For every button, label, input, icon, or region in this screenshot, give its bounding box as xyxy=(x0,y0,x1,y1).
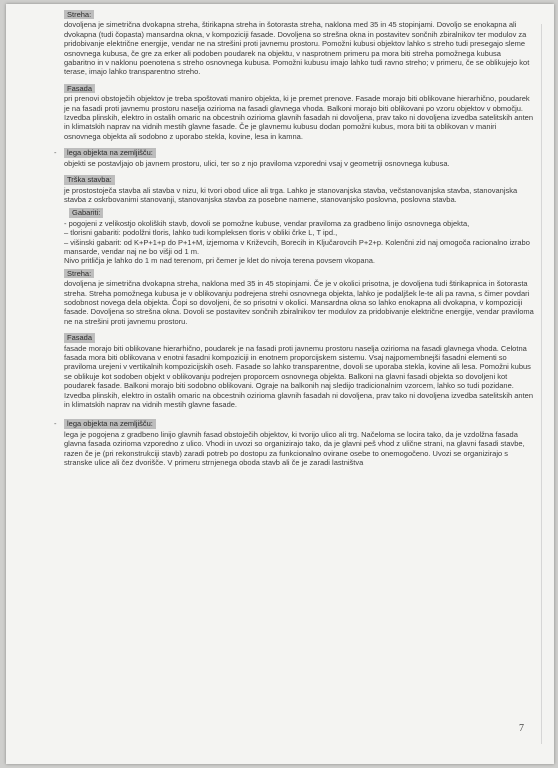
page-number: 7 xyxy=(519,723,524,734)
section-text: dovoljena je simetrična dvokapna streha, naklona med 35 in 45 stopinjami. Če je v okolici prisotna, je dovoljena tudi štirikapnica in šotorasta streha. Streha pomožnega kubusa je v oblikovanju podrejena strehi osnovnega objekta, lahko je podaljšek le-te ali pa ravna, s čimer povdari sodobnost novega dela objekta. Čopi so dovoljeni, če so prisotni v okolici. Mansardna okna so lahko enokapna ali dvokapna, v kompoziciji fasade. Dovoljena so strešna okna. Dovoli se postavitev sončnih zbiralnikov ter modulov za pridobivanje električne energije, vendar praviloma ne na strešini proti javnemu prostoru. xyxy=(64,279,534,326)
section-gabariti xyxy=(64,208,534,265)
gabariti-line: - pogojeni z velikostjo okoliških stavb, dovoli se pomožne kubuse, vendar praviloma za gradbeno linijo osnovnega objekta, xyxy=(64,218,470,228)
gabariti-line: Nivo pritličja je lahko do 1 m nad terenom, pri čemer je klet do nivoja terena povsem vkopana. xyxy=(64,256,375,266)
section-text: fasade morajo biti oblikovane hierarhično, poudarek je na fasadi proti javnemu prostoru naselja ozirioma na fasadi glavnega vhoda. Celotna fasada mora biti oblikovana v enotni fasadni kompoziciji in enotnem proporcijskem sistemu. Vsaj najpomembnejši fasadni elementi so praviloma urejeni v vertikalnih kompozicijskih oseh. Fasade so lahko transparentne, dovoli se uporaba stekla, kovine ali lesa. Pomožni kubus se oblikuje kot sodoben objekt v oblikovanju podrejen proporcem osnovnega objekta. Balkoni na glavni fasadi objekta so dovoljeni kot poudarek fasade. Balkoni morajo biti sodobno oblikovani. Ograje na balkonih naj sledijo tradicionalnim vzorcem, lahko so tudi pozidane. Izvedba plinskih, elektro in ostalih omaric na obcestnih ozirioma glavnih fasadah ni dovoljena, prav tako ni dovoljena izvedba satelitskih anten in klimatskih naprav na vidnih mestih glavne fasade. xyxy=(64,343,534,410)
section-trska-stavba xyxy=(64,175,534,204)
section-lega-2 xyxy=(64,419,534,467)
section-text: dovoljena je simetrična dvokapna streha, štirikapna streha in šotorasta streha, naklona med 35 in 45 stopinjami. Dovoljo se enokapna ali dvokapna (tudi čopasta) mansardna okna, v kompoziciji fasade. Dovoljena so strešna okna in postavitev sončnih zbiralnikov ter modulov za pridobivanje električne energije, vendar ne na strešini proti javnemu prostoru. Pomožni kubusi objektov lahko s streho tudi presegajo sleme osnovnega kubusa, če gre za erker ali podoben poudarek na objektu, v nasprotnem primeru pa mora biti streha pomožnega kubusa gabaritno in v naklonu poenotena s streho osnovnega kubusa. Pomožni kubusu imajo lahko tudi ravno streho; v primeru, če se oblikujejo kot terase, imajo lahko transparentno streho. xyxy=(64,20,530,77)
section-text: objekti se postavljajo ob javnem prostoru, ulici, ter so z njo praviloma vzporedni vsaj v geometriji osnovnega kubusa. xyxy=(64,158,450,168)
section-heading: - lega objekta na zemljišču: xyxy=(64,148,156,157)
page-body xyxy=(64,10,534,474)
section-text: je prostostoječa stavba ali stavba v nizu, ki tvori obod ulice ali trga. Lahko je stanovanjska stavba, večstanovanjska stavba, stanovanjska stavba z oskrbovanimi stanovanji, stanovanjska stavba za posebne namene, stanovanjsko poslovna, poslovna stavba. xyxy=(64,185,518,204)
margin-line xyxy=(541,24,542,744)
section-streha-1 xyxy=(64,10,534,77)
section-text: lega je pogojena z gradbeno linijo glavnih fasad obstoječih objektov, ki tvorijo ulico ali trg. Načeloma se locira tako, da je vzdolžna fasada glavna fasada ozirioma vzporedno z ulico. Vhodi in uvozi so organizirajo tako, da je glavni peš vhod z ulične strani, na glavni fasadi stavbe, razen če je (pri rekonstrukciji stavb) zaradi potreb po dostopu za funkcionalno ovirane osebe to onemogočeno. Uvozi se organizirajo s stranske ulice ali čez dvorišče. V primeru strnjenega oboda stavb ali če je zaradi lastništva xyxy=(64,429,525,468)
section-lega-1 xyxy=(64,148,534,168)
gabariti-line: – višinski gabarit: od K+P+1+p do P+1+M, izjemoma v Križevcih, Borecih in Ključarovcih P+2+p. Kolenčni zid naj omogoča racionalno izrabo mansarde, vendar naj ne bo višji od 1 m. xyxy=(64,237,530,256)
document-page xyxy=(6,4,554,764)
section-text: pri prenovi obstoječih objektov je treba spoštovati maniro objekta, ki je premet prenove. Fasade morajo biti oblikovane hierarhično, poudarek je na fasadi proti javnemu prostoru naselja ozirioma na fasadi glavnega vhoda. Balkoni morajo biti oblikovani po vzoru objektov v območju. Izvedba plinskih, elektro in ostalih omaric na obcestnih ozirioma glavnih fasadah ni dovoljena, prav tako ni dovoljena izvedba satelitskih anten in klimatskih naprav na vidnih mestih glavne fasade. Če je glavnemu kubusu dodan pomožni kubus, mora biti ta oblikovan v maniri osnovnega objekta ali sodobno z uporabo stekla, kovine, lesa in kamna. xyxy=(64,94,534,141)
section-heading: Trška stavba: xyxy=(64,175,115,184)
section-heading: - lega objekta na zemljišču: xyxy=(64,419,156,428)
section-heading: Fasada xyxy=(64,84,95,93)
section-heading: Gabariti: xyxy=(69,208,103,217)
gabariti-line: – tlorisni gabariti: podolžni tloris, lahko tudi kompleksen tloris v obliki črke L, T ipd., xyxy=(64,228,338,238)
section-streha-2 xyxy=(64,269,534,326)
section-heading: Streha: xyxy=(64,269,94,278)
section-fasada-2 xyxy=(64,333,534,409)
section-heading: Fasada xyxy=(64,333,95,342)
section-fasada-1 xyxy=(64,84,534,141)
section-heading: Streha: xyxy=(64,10,94,19)
